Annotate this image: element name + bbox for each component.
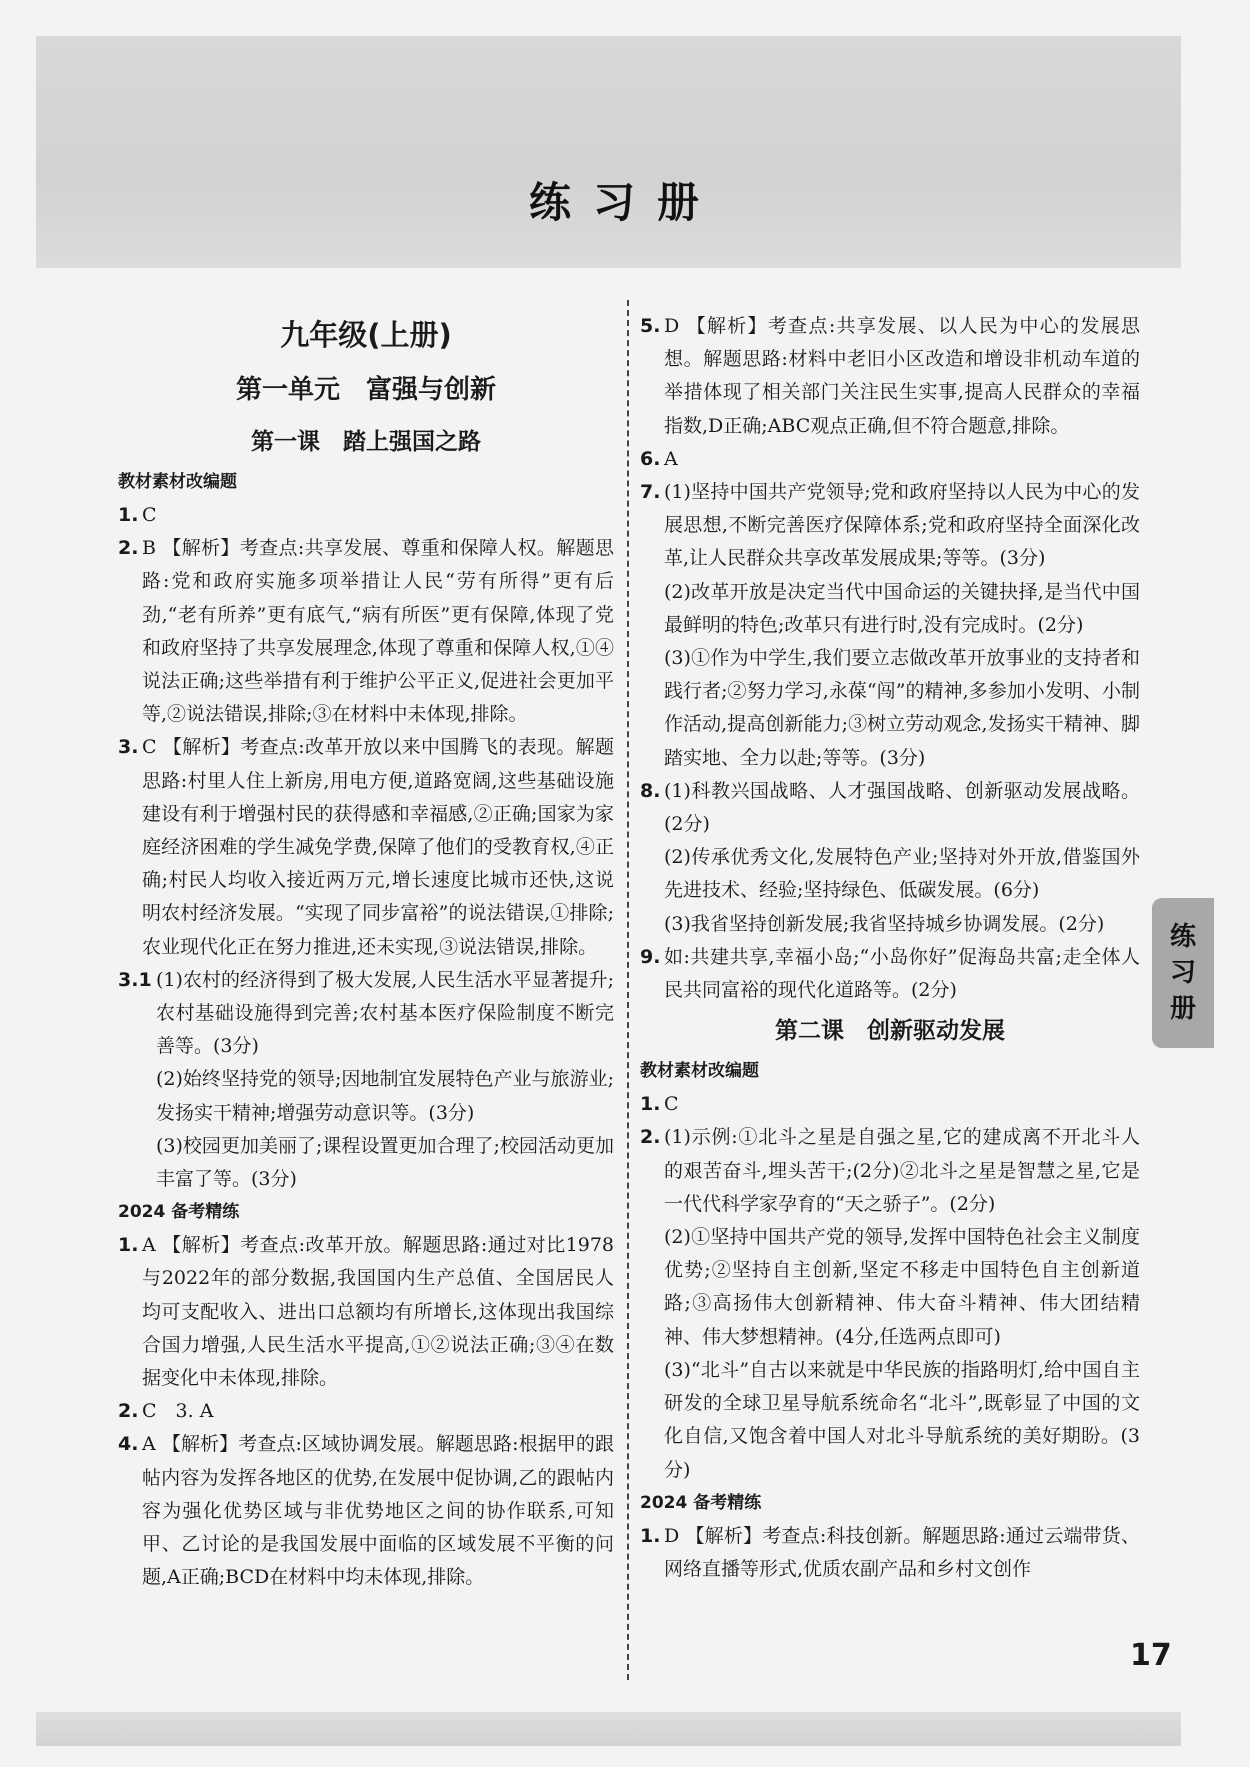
answer-item [640, 443, 1140, 476]
answer-item [118, 532, 614, 731]
item-number: 1. [118, 1234, 139, 1257]
item-text: (3)我省坚持创新发展;我省坚持城乡协调发展。(2分) [664, 912, 1105, 935]
side-tab-char: 册 [1169, 994, 1196, 1024]
page-number: 17 [1130, 1638, 1172, 1673]
item-text: 如:共建共享,幸福小岛;“小岛你好”促海岛共富;走全体人民共同富裕的现代化道路等。(2分) [664, 945, 1140, 1002]
item-number: 3. [118, 736, 139, 759]
item-number: 2. [118, 1400, 139, 1423]
section-label: 2024 备考精练 [640, 1492, 762, 1513]
item-number: 5. [640, 315, 661, 337]
answer-item [640, 941, 1140, 1007]
item-number: 2. [640, 1126, 661, 1149]
item-text: B 【解析】考查点:共享发展、尊重和保障人权。解题思路:党和政府实施多项举措让人民“劳有所得”更有后劲,“老有所养”更有底气,“病有所医”更有保障,体现了党和政府坚持了共享发展理念,体现了尊重和保障人权,①④说法正确;这些举措有利于维护公平正义,促进社会更加平等,②说法错误,排除;③在材料中未体现,排除。 [142, 537, 614, 726]
item-number: 9. [640, 945, 661, 968]
item-text: C [142, 504, 157, 526]
answer-item [118, 499, 614, 532]
side-tab [1152, 898, 1214, 1048]
side-tab-char: 练 [1169, 922, 1196, 952]
answer-item [640, 1520, 1140, 1586]
item-text: C 【解析】考查点:改革开放以来中国腾飞的表现。解题思路:村里人住上新房,用电方便,道路宽阔,这些基础设施建设有利于增强村民的获得感和幸福感,②正确;国家为家庭经济困难的学生减免学费,保障了他们的受教育权,④正确;村民人均收入接近两万元,增长速度比城市还快,这说明农村经济发展。“实现了同步富裕”的说法错误,①排除;农业现代化正在努力推进,还未实现,③说法错误,排除。 [142, 736, 614, 958]
item-text: (1)坚持中国共产党领导;党和政府坚持以人民为中心的发展思想,不断完善医疗保障体系;党和政府坚持全面深化改革,让人民群众共享改革发展成果;等等。(3分) [664, 481, 1140, 570]
left-column [118, 310, 614, 1595]
item-text: D 【解析】考查点:科技创新。解题思路:通过云端带货、网络直播等形式,优质农副产品和乡村文创作 [664, 1524, 1140, 1580]
column-divider [627, 300, 629, 1680]
side-tab-char: 习 [1169, 958, 1196, 988]
section-label: 教材素材改编题 [118, 472, 237, 492]
footer-band [36, 1712, 1181, 1746]
item-text: A 【解析】考查点:区域协调发展。解题思路:根据甲的跟帖内容为发挥各地区的优势,在发展中促协调,乙的跟帖内容为强化优势区域与非优势地区之间的协作联系,可知甲、乙讨论的是我国发展中面临的区域发展不平衡的问题,A正确;BCD在材料中均未体现,排除。 [142, 1433, 614, 1589]
right-column [640, 310, 1140, 1586]
item-number: 3.1 [118, 968, 152, 991]
item-text: A [664, 447, 678, 470]
grade-title: 九年级(上册) [280, 318, 452, 352]
item-number: 4. [118, 1433, 139, 1456]
item-number: 6. [640, 447, 661, 470]
section-label: 2024 备考精练 [118, 1202, 240, 1223]
item-text: C [664, 1093, 679, 1116]
answer-item [118, 731, 614, 963]
item-text: (3)“北斗”自古以来就是中华民族的指路明灯,给中国自主研发的全球卫星导航系统命名“北斗”,既彰显了中国的文化自信,又饱含着中国人对北斗导航系统的美好期盼。(3分) [664, 1358, 1140, 1481]
section-label: 教材素材改编题 [640, 1061, 759, 1082]
answer-item [640, 775, 1140, 941]
lesson-title: 第二课 创新驱动发展 [775, 1018, 1005, 1045]
answer-item [640, 476, 1140, 775]
item-text: (3)①作为中学生,我们要立志做改革开放事业的支持者和践行者;②努力学习,永葆“闯”的精神,多参加小发明、小制作活动,提高创新能力;③树立劳动观念,发扬实干精神、脚踏实地、全力以赴;等等。(3分) [664, 647, 1140, 769]
item-text: (1)农村的经济得到了极大发展,人民生活水平显著提升;农村基础设施得到完善;农村基本医疗保险制度不断完善等。(3分) [156, 968, 614, 1058]
answer-item [118, 1229, 614, 1395]
item-text: (2)始终坚持党的领导;因地制宜发展特色产业与旅游业;发扬实干精神;增强劳动意识等。(3分) [156, 1068, 614, 1124]
item-number: 1. [118, 504, 139, 526]
answer-item [640, 310, 1140, 443]
item-number: 2. [118, 537, 139, 560]
answer-item [118, 1395, 614, 1428]
answer-item [118, 964, 614, 1196]
answer-item [118, 1428, 614, 1594]
item-text: C 3. A [142, 1400, 214, 1423]
item-number: 7. [640, 481, 661, 504]
item-text: (3)校园更加美丽了;课程设置更加合理了;校园活动更加丰富了等。(3分) [156, 1134, 614, 1191]
item-text: (2)①坚持中国共产党的领导,发挥中国特色社会主义制度优势;②坚持自主创新,坚定不移走中国特色自主创新道路;③高扬伟大创新精神、伟大奋斗精神、伟大团结精神、伟大梦想精神。(4分,任选两点即可) [664, 1226, 1140, 1348]
item-text: D 【解析】考查点:共享发展、以人民为中心的发展思想。解题思路:材料中老旧小区改造和增设非机动车道的举措体现了相关部门关注民生实事,提高人民群众的幸福指数,D正确;ABC观点正确,但不符合题意,排除。 [664, 315, 1140, 437]
item-text: (1)科教兴国战略、人才强国战略、创新驱动发展战略。(2分) [664, 779, 1140, 836]
item-number: 1. [640, 1093, 661, 1116]
unit-title: 第一单元 富强与创新 [235, 375, 496, 405]
answer-item [640, 1088, 1140, 1121]
header-band [36, 36, 1181, 268]
lesson-title: 第一课 踏上强国之路 [251, 429, 481, 455]
item-text: (2)传承优秀文化,发展特色产业;坚持对外开放,借鉴国外先进技术、经验;坚持绿色、低碳发展。(6分) [664, 846, 1140, 902]
item-text: (1)示例:①北斗之星是自强之星,它的建成离不开北斗人的艰苦奋斗,埋头苦干;(2分)②北斗之星是智慧之星,它是一代代科学家孕育的“天之骄子”。(2分) [664, 1126, 1140, 1215]
item-text: A 【解析】考查点:改革开放。解题思路:通过对比1978与2022年的部分数据,我国国内生产总值、全国居民人均可支配收入、进出口总额均有所增长,这体现出我国综合国力增强,人民生活水平提高,①②说法正确;③④在数据变化中未体现,排除。 [142, 1234, 614, 1390]
item-text: (2)改革开放是决定当代中国命运的关键抉择,是当代中国最鲜明的特色;改革只有进行时,没有完成时。(2分) [664, 580, 1140, 636]
answer-item [640, 1121, 1140, 1486]
item-number: 1. [640, 1524, 661, 1547]
item-number: 8. [640, 779, 661, 802]
page-title: 练习册 [528, 178, 721, 227]
